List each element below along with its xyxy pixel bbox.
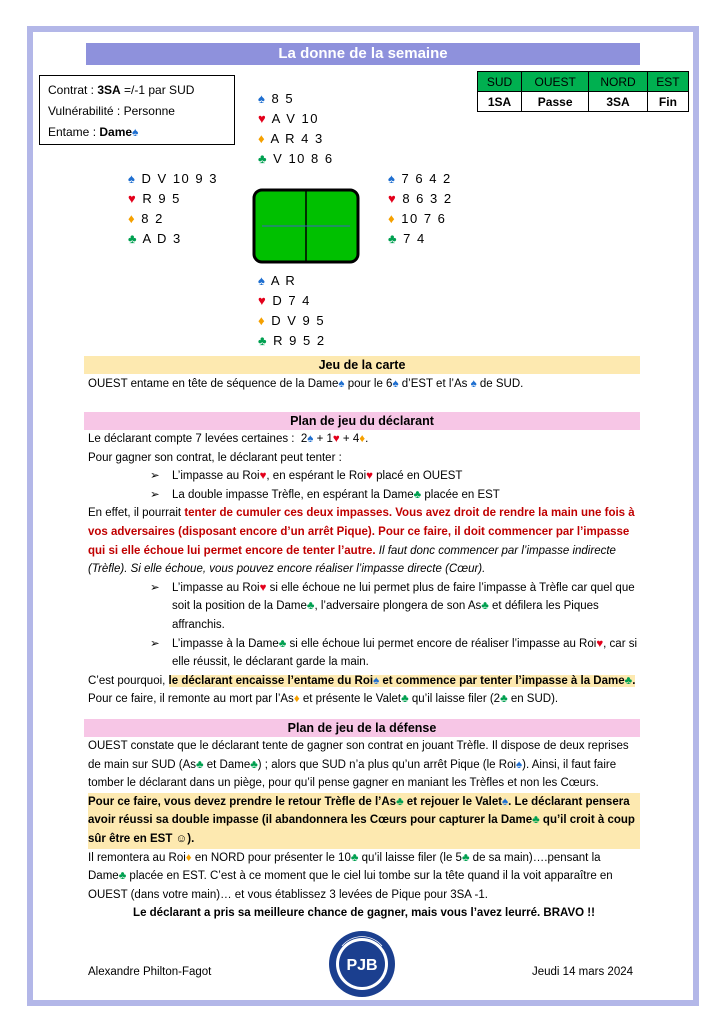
bid-header-ouest: OUEST <box>522 72 589 92</box>
logo-text: PJB <box>346 957 378 974</box>
footer-date: Jeudi 14 mars 2024 <box>532 966 634 978</box>
spade-icon: ♠ <box>128 171 137 186</box>
bridge-table-icon <box>252 188 360 264</box>
diamond-icon: ♦ <box>388 211 397 226</box>
club-logo <box>328 930 396 998</box>
section-declarant-heading: Plan de jeu du déclarant <box>84 412 640 430</box>
diamond-icon: ♦ <box>258 313 267 328</box>
section-defense-heading: Plan de jeu de la défense <box>84 719 640 737</box>
heart-icon: ♥ <box>258 111 268 126</box>
section-defense-body: OUEST constate que le déclarant tente de gagner son contrat en jouant Trèfle. Il dispose de deux reprises de main sur SUD (As♣ et Dame♣) ; alors que SUD n’a plus qu’un arrêt Pique (le Roi♠). Ainsi, il faut faire tomber le déclarant dans un piège, pour qu’il pense gagner en maniant les Trèfles et non les Cœurs. Pour ce faire, vous devez prendre le retour Trèfle de l’As♣ et rejouer le Valet♠. Le déclarant pensera avoir réussi sa double impasse (il abandonnera les Cœurs pour capturer la Dame♣ qu’il croit à coup sûr être en EST ☺). Il remontera au Roi♦ en NORD pour présenter le 10♣ qu’il laisse filer (le 5♣ de sa main)….pensant la Dame♣ placée en EST. C’est à ce moment que le ciel lui tombe sur la tête quand il la voit apparaître en OUEST (dans votre main)… et vous établissez 3 levées de Pique pour 3SA -1. Le déclarant a pris sa meilleure chance de gagner, mais vous l’avez leurré. BRAVO !! <box>88 737 640 923</box>
hand-east: ♠ 7 6 4 2 ♥ 8 6 3 2 ♦ 10 7 6 ♣ 7 4 <box>388 171 453 246</box>
spade-icon: ♠ <box>132 125 139 139</box>
heart-icon: ♥ <box>388 191 398 206</box>
contract-line: Contrat : 3SA =/-1 par SUD <box>48 83 195 97</box>
bid-header-nord: NORD <box>589 72 648 92</box>
bid-header-est: EST <box>647 72 688 92</box>
club-icon: ♣ <box>128 231 139 246</box>
club-icon: ♣ <box>258 333 269 348</box>
club-icon: ♣ <box>258 151 269 166</box>
diamond-icon: ♦ <box>258 131 267 146</box>
footer-author: Alexandre Philton-Fagot <box>88 966 212 978</box>
section-jeu-body: OUEST entame en tête de séquence de la Dame♠ pour le 6♠ d’EST et l’As ♠ de SUD. <box>88 378 524 390</box>
hand-south: ♠ A R ♥ D 7 4 ♦ D V 9 5 ♣ R 9 5 2 <box>258 273 326 348</box>
vulnerability-line: Vulnérabilité : Personne <box>48 104 175 118</box>
section-jeu-heading: Jeu de la carte <box>84 356 640 374</box>
spade-icon: ♠ <box>258 273 267 288</box>
bid-nord: 3SA <box>589 92 648 112</box>
contract-box <box>39 75 235 145</box>
diamond-icon: ♦ <box>128 211 137 226</box>
hand-west: ♠ D V 10 9 3 ♥ R 9 5 ♦ 8 2 ♣ A D 3 <box>128 171 218 246</box>
hand-north: ♠ 8 5 ♥ A V 10 ♦ A R 4 3 ♣ V 10 8 6 <box>258 91 334 166</box>
spade-icon: ♠ <box>388 171 397 186</box>
heart-icon: ♥ <box>258 293 268 308</box>
section-declarant-body: Le déclarant compte 7 levées certaines : 2♠ + 1♥ + 4♦. Pour gagner son contrat, le déclarant peut tenter : ➢ L’impasse au Roi♥, en espérant le Roi♥ placé en OUEST ➢ La double impasse Trèfle, en espérant la Dame♣ placée en EST En effet, il pourrait tenter de cumuler ces deux impasses. Vous avez droit de rendre la main une fois à vos adversaires (disposant encore d’un arrêt Pique). Pour ce faire, il doit commencer par l’impasse qui si elle échoue lui permet encore de tenter l’autre. Il faut donc commencer par l’impasse indirecte (Trèfle). Si elle échoue, vous pouvez encore réaliser l’impasse directe (Cœur). ➢ L’impasse au Roi♥ si elle échoue ne lui permet plus de faire l’impasse à Trèfle car quel que soit la position de la Dame♣, l’adversaire plongera de son As♣ et défilera les Piques affranchis. ➢ L’impasse à la Dame♣ si elle échoue lui permet encore de réaliser l’impasse au Roi♥, car si elle réussit, le déclarant garde la main. C’est pourquoi, le déclarant encaisse l’entame du Roi♠ et commence par tenter l’impasse à la Dame♣. Pour ce faire, il remonte au mort par l’As♦ et présente le Valet♣ qu’il laisse filer (2♣ en SUD). <box>88 433 638 706</box>
bid-est: Fin <box>647 92 688 112</box>
bid-ouest: Passe <box>522 92 589 112</box>
bid-sud: 1SA <box>478 92 522 112</box>
club-icon: ♣ <box>388 231 399 246</box>
lead-line: Entame : Dame♠ <box>48 125 139 139</box>
heart-icon: ♥ <box>128 191 138 206</box>
spade-icon: ♠ <box>258 91 267 106</box>
page-title: La donne de la semaine <box>86 43 640 65</box>
bid-header-sud: SUD <box>478 72 522 92</box>
bidding-table <box>477 71 689 112</box>
